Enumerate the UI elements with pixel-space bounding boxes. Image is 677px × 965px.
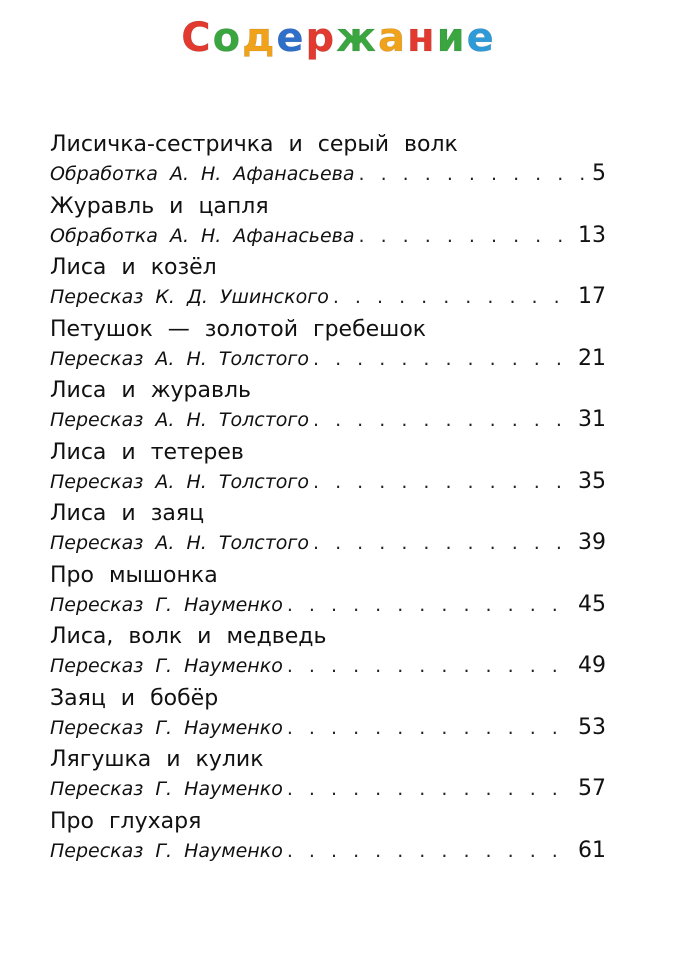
page-number: 35: [578, 468, 606, 494]
dot-leader: [313, 345, 574, 373]
toc-entry-line: [50, 714, 606, 742]
story-credit: Пересказ Г. Науменко: [50, 716, 283, 739]
toc-entry-line: [50, 406, 606, 434]
dot-leader: [287, 652, 574, 680]
toc-entry[interactable]: [50, 315, 606, 377]
dot-leader: [287, 714, 574, 742]
title-letter: С: [181, 15, 213, 61]
story-credit: Пересказ А. Н. Толстого: [50, 409, 309, 431]
title-letter: ж: [336, 15, 378, 61]
story-credit: Пересказ А. Н. Толстого: [50, 470, 309, 493]
title-letter: е: [276, 15, 306, 61]
dot-leader: [313, 468, 574, 496]
story-title: Лиса и заяц: [50, 501, 205, 526]
title-letter: и: [436, 15, 467, 61]
page-number: 17: [578, 284, 606, 309]
story-credit: Пересказ Г. Науменко: [50, 593, 283, 616]
toc-entry-line: [50, 468, 606, 496]
toc-entry-line: [50, 283, 606, 311]
toc-entry-line: [50, 591, 606, 619]
story-title: Лягушка и кулик: [50, 747, 264, 772]
title-letter: е: [466, 15, 496, 61]
toc-entry-line: [50, 345, 606, 373]
page-number: 21: [578, 345, 606, 371]
story-title: Заяц и бобёр: [50, 685, 219, 711]
toc-entry-line: [50, 160, 606, 188]
story-title: Лисичка-сестричка и серый волк: [50, 132, 458, 157]
dot-leader: [287, 837, 574, 865]
toc-entry-line: [50, 837, 606, 865]
story-credit: Пересказ А. Н. Толстого: [50, 347, 309, 370]
toc-entry[interactable]: [50, 438, 606, 500]
story-credit: Пересказ Г. Науменко: [50, 839, 283, 862]
story-title: Петушок — золотой гребешок: [50, 316, 427, 342]
story-title: Лиса, волк и медведь: [50, 624, 327, 649]
page-number: 5: [592, 161, 606, 186]
toc-entry[interactable]: [50, 376, 606, 438]
story-title: Лиса и козёл: [50, 255, 217, 280]
title-letter: р: [305, 15, 337, 61]
toc-entry[interactable]: [50, 745, 606, 807]
page-number: 39: [578, 530, 606, 555]
page-number: 13: [578, 222, 606, 248]
toc-entry-line: [50, 222, 606, 250]
dot-leader: [359, 222, 574, 250]
story-title: Лиса и тетерев: [50, 439, 244, 465]
toc-entry[interactable]: [50, 684, 606, 746]
title-letter: а: [377, 15, 407, 61]
story-credit: Пересказ А. Н. Толстого: [50, 532, 309, 554]
page-number: 57: [578, 776, 606, 801]
story-credit: Пересказ К. Д. Ушинского: [50, 286, 329, 308]
toc-entry[interactable]: [50, 253, 606, 315]
story-title: Про глухаря: [50, 808, 202, 834]
page-number: 53: [578, 714, 606, 740]
title-letter: д: [242, 15, 277, 61]
toc-entry[interactable]: [50, 499, 606, 561]
toc-entry[interactable]: [50, 807, 606, 869]
dot-leader: [313, 406, 574, 434]
story-title: Журавль и цапля: [50, 193, 269, 219]
table-of-contents: [50, 130, 606, 868]
story-credit: Обработка А. Н. Афанасьева: [50, 163, 355, 185]
page-title: [0, 10, 677, 66]
story-credit: Пересказ Г. Науменко: [50, 778, 283, 800]
dot-leader: [287, 591, 574, 619]
toc-entry[interactable]: [50, 622, 606, 684]
toc-entry-line: [50, 652, 606, 680]
title-letter: о: [212, 15, 243, 61]
toc-entry-line: [50, 775, 606, 803]
dot-leader: [333, 283, 574, 311]
title-letter: н: [406, 15, 437, 61]
toc-entry[interactable]: [50, 192, 606, 254]
story-title: Про мышонка: [50, 562, 218, 588]
story-title: Лиса и журавль: [50, 378, 251, 403]
toc-entry[interactable]: [50, 561, 606, 623]
page-number: 45: [578, 591, 606, 617]
story-credit: Пересказ Г. Науменко: [50, 655, 283, 677]
dot-leader: [313, 529, 574, 557]
toc-entry-line: [50, 529, 606, 557]
dot-leader: [359, 160, 588, 188]
dot-leader: [287, 775, 574, 803]
page-number: 61: [578, 837, 606, 863]
page-number: 31: [578, 407, 606, 432]
page-number: 49: [578, 653, 606, 678]
story-credit: Обработка А. Н. Афанасьева: [50, 224, 355, 247]
toc-entry[interactable]: [50, 130, 606, 192]
